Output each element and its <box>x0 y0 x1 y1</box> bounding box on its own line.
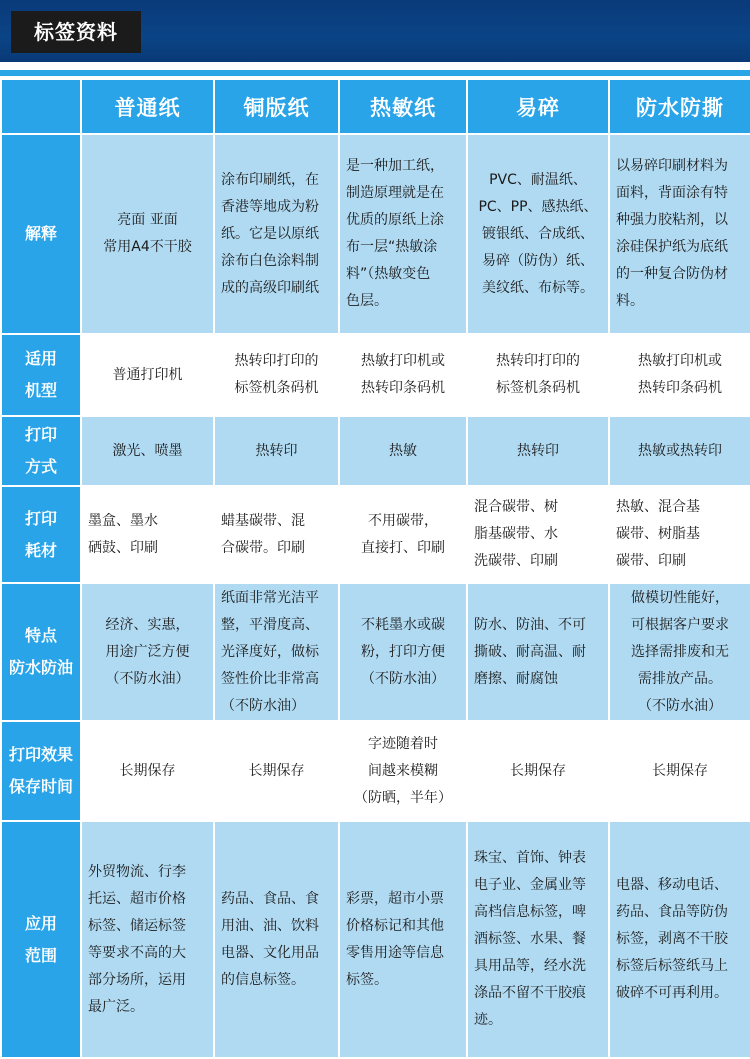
cell-text: 亮面 亚面 常用A4不干胶 <box>103 212 192 255</box>
title-divider <box>0 70 750 76</box>
cell-text: 热敏打印机或 热转印条码机 <box>638 353 722 396</box>
row-label: 特点 防水防油 <box>1 583 81 721</box>
table-header-row <box>1 79 750 134</box>
table-cell <box>467 134 609 334</box>
cell-text: 混合碳带、树 脂基碳带、水 洗碳带、印刷 <box>474 499 558 569</box>
cell-text: 激光、喷墨 <box>112 442 183 459</box>
table-cell <box>214 721 339 821</box>
row-label: 解释 <box>1 134 81 334</box>
table-cell <box>81 486 214 583</box>
row-label: 打印 耗材 <box>1 486 81 583</box>
cell-text: 热转印 <box>517 442 559 459</box>
table-row <box>1 821 750 1058</box>
table-cell <box>214 486 339 583</box>
table-cell <box>467 416 609 486</box>
table-cell <box>609 583 750 721</box>
table-cell <box>467 583 609 721</box>
table-cell <box>609 721 750 821</box>
table-cell <box>339 721 467 821</box>
table-cell <box>467 721 609 821</box>
row-label: 打印 方式 <box>1 416 81 486</box>
table-cell <box>609 416 750 486</box>
table-cell <box>81 821 214 1058</box>
row-label: 适用 机型 <box>1 334 81 416</box>
cell-text: 珠宝、首饰、钟表 电子业、金属业等 高档信息标签，啤 酒标签、水果、餐 具用品等，经水洗 涤品不留不干胶痕 迹。 <box>474 850 586 1028</box>
cell-text: 长期保存 <box>119 762 176 779</box>
table-cell <box>81 583 214 721</box>
cell-text: 电器、移动电话、 药品、食品等防伪 标签，剥离不干胶 标签后标签纸马上 破碎不可再利用。 <box>616 877 728 1001</box>
column-header: 热敏纸 <box>339 79 467 134</box>
table-cell <box>339 134 467 334</box>
row-label: 打印效果 保存时间 <box>1 721 81 821</box>
table-cell <box>81 134 214 334</box>
cell-text: PVC、耐温纸、 PC、PP、感热纸、 镀银纸、合成纸、 易碎（防伪）纸、 美纹纸、布标等。 <box>478 171 598 296</box>
table-cell <box>214 821 339 1058</box>
cell-text: 热敏 <box>389 442 417 459</box>
cell-text: 不耗墨水或碳 粉，打印方便 （不防水油） <box>361 616 445 687</box>
page-title: 标签资料 <box>11 11 141 53</box>
table-cell <box>339 583 467 721</box>
cell-text: 纸面非常光洁平 整，平滑度高、 光泽度好，做标 签性价比非常高 （不防水油） <box>221 589 319 714</box>
column-header: 铜版纸 <box>214 79 339 134</box>
table-cell <box>339 334 467 416</box>
cell-text: 不用碳带， 直接打、印刷 <box>361 512 445 556</box>
cell-text: 经济、实惠， 用途广泛方便 （不防水油） <box>105 616 190 687</box>
table-cell <box>81 334 214 416</box>
cell-text: 药品、食品、食 用油、油、饮料 电器、文化用品 的信息标签。 <box>221 890 319 988</box>
table-cell <box>339 416 467 486</box>
table-cell <box>339 821 467 1058</box>
column-header: 普通纸 <box>81 79 214 134</box>
column-header: 防水防撕 <box>609 79 750 134</box>
cell-text: 字迹随着时 间越来模糊 （防晒，半年） <box>354 735 452 806</box>
cell-text: 长期保存 <box>248 762 305 779</box>
table-cell <box>214 416 339 486</box>
cell-text: 长期保存 <box>510 762 566 779</box>
cell-text: 热敏或热转印 <box>638 442 722 459</box>
cell-text: 长期保存 <box>652 762 708 779</box>
table-cell <box>467 821 609 1058</box>
table-row <box>1 486 750 583</box>
cell-text: 普通打印机 <box>112 366 183 383</box>
table-cell <box>467 334 609 416</box>
top-banner <box>0 0 750 62</box>
table-cell <box>609 134 750 334</box>
cell-text: 彩票，超市小票 价格标记和其他 零售用途等信息 标签。 <box>346 890 444 988</box>
table-cell <box>81 721 214 821</box>
table-cell <box>214 334 339 416</box>
table-row <box>1 721 750 821</box>
table-row <box>1 134 750 334</box>
table-cell <box>81 416 214 486</box>
table-cell <box>214 134 339 334</box>
column-header: 易碎 <box>467 79 609 134</box>
cell-text: 以易碎印刷材料为 面料，背面涂有特 种强力胶粘剂，以 涂硅保护纸为底纸 的一种复合防伪材 料。 <box>616 158 728 309</box>
cell-text: 热转印打印的 标签机条码机 <box>496 353 580 396</box>
table-row <box>1 416 750 486</box>
label-material-table <box>0 78 750 1059</box>
row-label: 应用 范围 <box>1 821 81 1058</box>
cell-text: 做模切性能好， 可根据客户要求 选择需排废和无 需排放产品。 （不防水油） <box>631 589 729 714</box>
header-corner <box>1 79 81 134</box>
cell-text: 墨盒、墨水 硒鼓、印刷 <box>88 512 158 556</box>
table-row <box>1 334 750 416</box>
table-cell <box>609 821 750 1058</box>
cell-text: 热转印 <box>255 442 298 459</box>
cell-text: 涂布印刷纸，在 香港等地成为粉 纸。它是以原纸 涂布白色涂料制 成的高级印刷纸 <box>221 171 319 296</box>
table-cell <box>609 486 750 583</box>
table-cell <box>214 583 339 721</box>
cell-text: 热敏、混合基 碳带、树脂基 碳带、印刷 <box>616 499 700 569</box>
cell-text: 热转印打印的 标签机条码机 <box>234 353 319 396</box>
table-cell <box>467 486 609 583</box>
table-cell <box>609 334 750 416</box>
cell-text: 热敏打印机或 热转印条码机 <box>361 353 445 396</box>
cell-text: 防水、防油、不可 撕破、耐高温、耐 磨擦、耐腐蚀 <box>474 616 586 687</box>
table-cell <box>339 486 467 583</box>
table-row <box>1 583 750 721</box>
cell-text: 外贸物流、行李 托运、超市价格 标签、储运标签 等要求不高的大 部分场所，运用 最广泛。 <box>88 863 186 1015</box>
cell-text: 蜡基碳带、混 合碳带。印刷 <box>221 512 305 556</box>
cell-text: 是一种加工纸， 制造原理就是在 优质的原纸上涂 布一层“热敏涂 料”（热敏变色 色层。 <box>346 158 444 309</box>
